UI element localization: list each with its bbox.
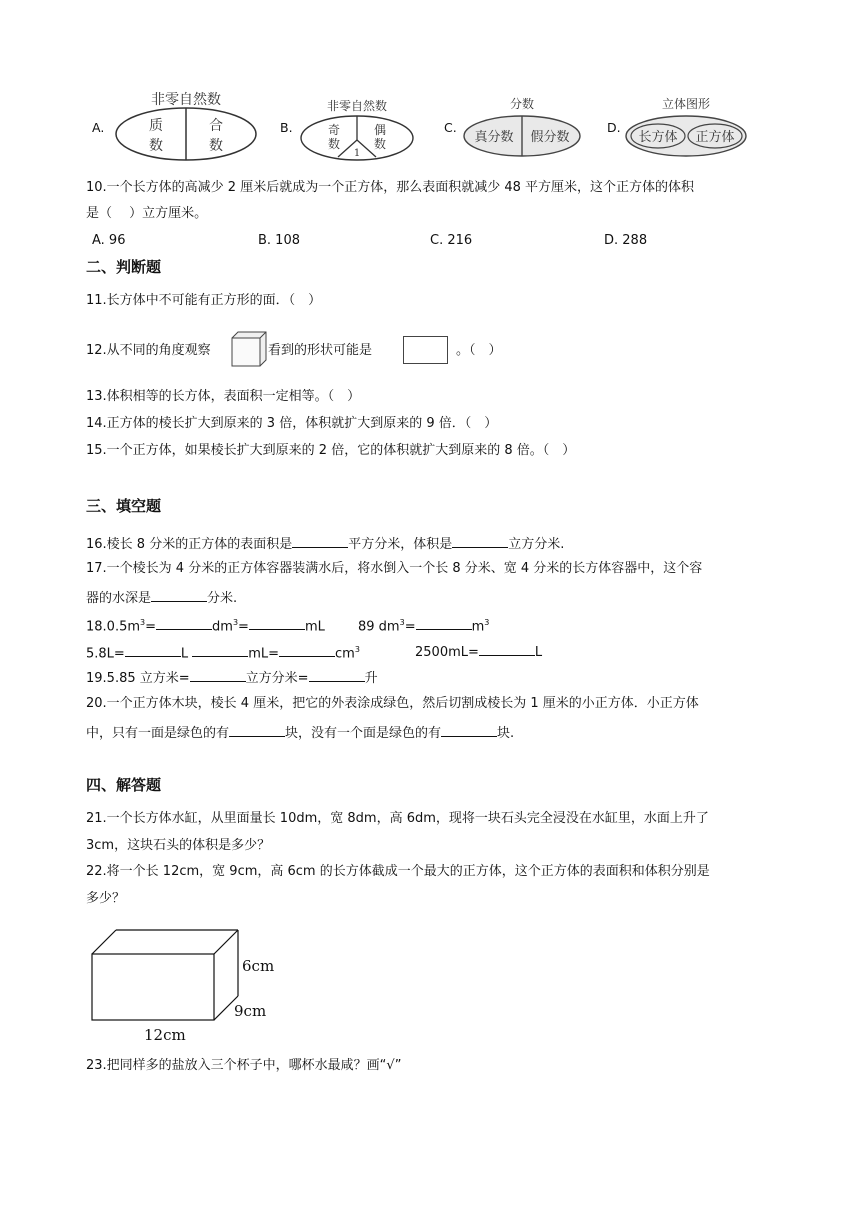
svg-text:数: 数 xyxy=(149,138,163,154)
svg-text:正方体: 正方体 xyxy=(695,130,735,145)
q10-choice-d: D. 288 xyxy=(604,233,648,248)
q10-choice-a: A. 96 xyxy=(92,233,126,248)
q10-choice-c: C. 216 xyxy=(430,233,473,248)
option-a-title: 非零自然数 xyxy=(151,92,221,108)
q11: 11.长方体中不可能有正方形的面．（ ） xyxy=(86,293,322,308)
q21-line1: 21.一个长方体水缸，从里面量长 10dm，宽 8dm，高 6dm，现将一块石头完全浸没在水缸里，水面上升了 xyxy=(86,811,709,826)
q10-line1: 10.一个长方体的高减少 2 厘米后就成为一个正方体，那么表面积就减少 48 平方厘米，这个正方体的体积 xyxy=(86,180,695,195)
q10-line2: 是（ ）立方厘米。 xyxy=(86,206,208,221)
width-label: 9cm xyxy=(234,1002,267,1020)
q10-choice-b: B. 108 xyxy=(258,233,300,248)
svg-text:合: 合 xyxy=(209,118,223,134)
rectangle-shape-figure xyxy=(403,336,448,364)
svg-text:数: 数 xyxy=(209,138,223,154)
answer-blank[interactable] xyxy=(309,668,365,682)
svg-text:偶: 偶 xyxy=(373,123,387,137)
length-label: 12cm xyxy=(144,1026,186,1044)
answer-blank[interactable] xyxy=(279,643,335,657)
svg-text:1: 1 xyxy=(353,148,361,159)
q18-line1-right: 89 $dm^3= m^3$ xyxy=(358,618,490,635)
option-b-title: 非零自然数 xyxy=(326,99,388,113)
option-d-title: 立体图形 xyxy=(661,97,711,111)
svg-text:长方体: 长方体 xyxy=(638,130,678,145)
q17-line1: 17.一个棱长为 4 分米的正方体容器装满水后，将水倒入一个长 8 分米、宽 4 分米的长方体容器中，这个容 xyxy=(86,561,703,576)
option-a-letter: A. xyxy=(92,120,105,135)
q15: 15.一个正方体，如果棱长扩大到原来的 2 倍，它的体积就扩大到原来的 8 倍。（ ） xyxy=(86,443,576,458)
option-c-diagram xyxy=(460,94,584,160)
answer-blank[interactable] xyxy=(249,616,305,630)
answer-blank[interactable] xyxy=(151,588,207,602)
q20-line2: 中，只有一面是绿色的有 块，没有一个面是绿色的有 块. xyxy=(86,723,514,742)
q17-line2: 器的水深是 分米. xyxy=(86,588,237,607)
height-label: 6cm xyxy=(242,957,275,975)
q12-text-c: 。（ ） xyxy=(456,343,502,358)
option-c-title: 分数 xyxy=(509,97,535,111)
section-judge-title: 二、判断题 xyxy=(86,258,162,276)
answer-blank[interactable] xyxy=(452,534,508,548)
q23: 23.把同样多的盐放入三个杯子中，哪杯水最咸？画“√” xyxy=(86,1058,402,1073)
svg-text:奇: 奇 xyxy=(327,123,341,137)
answer-blank[interactable] xyxy=(479,642,535,656)
option-c-letter: C. xyxy=(444,120,457,135)
option-d-letter: D. xyxy=(607,120,621,135)
q22-line1: 22.将一个长 12cm，宽 9cm，高 6cm 的长方体截成一个最大的正方体，这个正方体的表面积和体积分别是 xyxy=(86,864,710,879)
answer-blank[interactable] xyxy=(156,616,212,630)
q18-line1: $18.0.5m^3= dm^3=$ mL xyxy=(86,618,325,635)
q16: 16.棱长 8 分米的正方体的表面积是 平方分米，体积是 立方分米. xyxy=(86,534,564,553)
q18-line2: 5.8L= L $mL= cm^3$ xyxy=(86,645,360,662)
q12-text-a: 12.从不同的角度观察 xyxy=(86,343,211,358)
cube-figure xyxy=(228,330,268,368)
answer-blank[interactable] xyxy=(192,643,248,657)
answer-blank[interactable] xyxy=(441,723,497,737)
section-fill-title: 三、填空题 xyxy=(86,497,162,515)
q21-line2: 3cm，这块石头的体积是多少？ xyxy=(86,838,271,853)
q13: 13.体积相等的长方体，表面积一定相等。（ ） xyxy=(86,389,361,404)
answer-blank[interactable] xyxy=(229,723,285,737)
section-solve-title: 四、解答题 xyxy=(86,776,162,794)
answer-blank[interactable] xyxy=(416,616,472,630)
q14: 14.正方体的棱长扩大到原来的 3 倍，体积就扩大到原来的 9 倍．（ ） xyxy=(86,416,498,431)
q12-text-b: 看到的形状可能是 xyxy=(268,343,373,358)
option-b-letter: B. xyxy=(280,120,293,135)
q22-line2: 多少？ xyxy=(86,891,126,906)
option-d-diagram xyxy=(624,94,750,160)
svg-text:真分数: 真分数 xyxy=(474,130,514,145)
cuboid-figure xyxy=(86,922,286,1048)
option-b-diagram xyxy=(296,94,418,164)
answer-blank[interactable] xyxy=(190,668,246,682)
option-a-diagram xyxy=(112,86,260,162)
q19: 19.5.85 立方米= 立方分米= 升 xyxy=(86,668,378,687)
svg-text:质: 质 xyxy=(149,118,163,134)
answer-blank[interactable] xyxy=(125,643,181,657)
answer-blank[interactable] xyxy=(292,534,348,548)
svg-text:数: 数 xyxy=(327,137,341,151)
q18-line2-right: 2500mL= L xyxy=(415,642,542,661)
svg-text:数: 数 xyxy=(373,137,387,151)
svg-text:假分数: 假分数 xyxy=(530,130,570,145)
q20-line1: 20.一个正方体木块，棱长 4 厘米，把它的外表涂成绿色，然后切割成棱长为 1 厘米的小正方体．小正方体 xyxy=(86,696,699,711)
